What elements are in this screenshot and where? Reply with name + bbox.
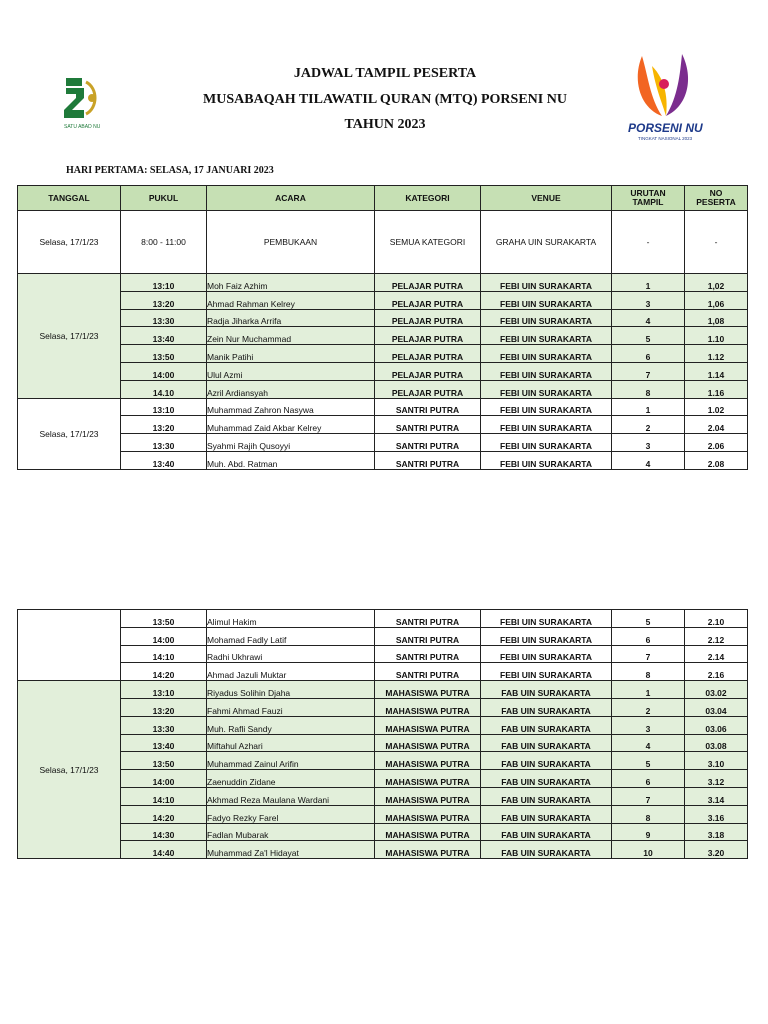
cell-nama: Manik Patihi bbox=[207, 345, 375, 363]
opening-acara: PEMBUKAAN bbox=[207, 211, 375, 274]
opening-kategori: SEMUA KATEGORI bbox=[375, 211, 481, 274]
cell-kategori: SANTRI PUTRA bbox=[375, 398, 481, 416]
cell-urutan: 2 bbox=[612, 416, 685, 434]
cell-kategori: PELAJAR PUTRA bbox=[375, 345, 481, 363]
cell-kategori: PELAJAR PUTRA bbox=[375, 291, 481, 309]
cell-venue: FEBI UIN SURAKARTA bbox=[481, 610, 612, 628]
cell-venue: FEBI UIN SURAKARTA bbox=[481, 345, 612, 363]
cell-venue: FEBI UIN SURAKARTA bbox=[481, 434, 612, 452]
cell-no: 1.02 bbox=[685, 398, 748, 416]
cell-pukul: 14:00 bbox=[121, 627, 207, 645]
cell-venue: FEBI UIN SURAKARTA bbox=[481, 327, 612, 345]
cell-kategori: MAHASISWA PUTRA bbox=[375, 681, 481, 699]
cell-urutan: 6 bbox=[612, 345, 685, 363]
cell-venue: FAB UIN SURAKARTA bbox=[481, 770, 612, 788]
cell-urutan: 6 bbox=[612, 627, 685, 645]
cell-no: 03.04 bbox=[685, 698, 748, 716]
cell-urutan: 9 bbox=[612, 823, 685, 841]
opening-no: - bbox=[685, 211, 748, 274]
cell-venue: FAB UIN SURAKARTA bbox=[481, 805, 612, 823]
opening-row bbox=[18, 211, 748, 274]
cell-urutan: 5 bbox=[612, 752, 685, 770]
cell-no: 3.16 bbox=[685, 805, 748, 823]
hari-heading: HARI PERTAMA: SELASA, 17 JANUARI 2023 bbox=[66, 165, 274, 176]
cell-no: 2.06 bbox=[685, 434, 748, 452]
table-row bbox=[18, 362, 748, 380]
cell-kategori: MAHASISWA PUTRA bbox=[375, 716, 481, 734]
cell-no: 1.16 bbox=[685, 380, 748, 398]
cell-venue: FAB UIN SURAKARTA bbox=[481, 752, 612, 770]
cell-no: 1,06 bbox=[685, 291, 748, 309]
table-header-row bbox=[18, 186, 748, 211]
cell-pukul: 14:40 bbox=[121, 841, 207, 859]
cell-no: 3.20 bbox=[685, 841, 748, 859]
cell-kategori: MAHASISWA PUTRA bbox=[375, 752, 481, 770]
cell-pukul: 13:30 bbox=[121, 309, 207, 327]
cell-urutan: 4 bbox=[612, 734, 685, 752]
cell-urutan: 1 bbox=[612, 681, 685, 699]
cell-pukul: 14:30 bbox=[121, 823, 207, 841]
cell-no: 3.18 bbox=[685, 823, 748, 841]
cell-urutan: 3 bbox=[612, 434, 685, 452]
col-no bbox=[685, 186, 748, 211]
cell-venue: FEBI UIN SURAKARTA bbox=[481, 627, 612, 645]
cell-nama: Azril Ardiansyah bbox=[207, 380, 375, 398]
cell-urutan: 6 bbox=[612, 770, 685, 788]
cell-no: 1.10 bbox=[685, 327, 748, 345]
opening-venue: GRAHA UIN SURAKARTA bbox=[481, 211, 612, 274]
cell-nama: Miftahul Azhari bbox=[207, 734, 375, 752]
table-row bbox=[18, 734, 748, 752]
cell-urutan: 4 bbox=[612, 451, 685, 469]
cell-pukul: 13:10 bbox=[121, 398, 207, 416]
cell-urutan: 4 bbox=[612, 309, 685, 327]
cell-kategori: MAHASISWA PUTRA bbox=[375, 823, 481, 841]
cell-venue: FEBI UIN SURAKARTA bbox=[481, 663, 612, 681]
cell-tanggal: Selasa, 17/1/23 bbox=[18, 681, 121, 859]
porseni-logo-text: PORSENI NU bbox=[628, 121, 703, 135]
cell-nama: Fadyo Rezky Farel bbox=[207, 805, 375, 823]
cell-nama: Muh. Abd. Ratman bbox=[207, 451, 375, 469]
cell-kategori: SANTRI PUTRA bbox=[375, 434, 481, 452]
col-urutan bbox=[612, 186, 685, 211]
porseni-logo-subtext: TINGKAT NASIONAL 2023 bbox=[638, 136, 693, 141]
table-row bbox=[18, 291, 748, 309]
cell-nama: Mohamad Fadly Latif bbox=[207, 627, 375, 645]
cell-no: 3.12 bbox=[685, 770, 748, 788]
col-tanggal: TANGGAL bbox=[18, 186, 121, 211]
table-row bbox=[18, 627, 748, 645]
cell-venue: FAB UIN SURAKARTA bbox=[481, 681, 612, 699]
cell-nama: Muhammad Zainul Arifin bbox=[207, 752, 375, 770]
cell-no: 1,02 bbox=[685, 274, 748, 292]
cell-urutan: 3 bbox=[612, 291, 685, 309]
cell-venue: FAB UIN SURAKARTA bbox=[481, 823, 612, 841]
table-row bbox=[18, 274, 748, 292]
cell-kategori: MAHASISWA PUTRA bbox=[375, 787, 481, 805]
cell-kategori: MAHASISWA PUTRA bbox=[375, 698, 481, 716]
cell-pukul: 13:30 bbox=[121, 434, 207, 452]
cell-tanggal: Selasa, 17/1/23 bbox=[18, 274, 121, 399]
cell-no: 03.08 bbox=[685, 734, 748, 752]
cell-venue: FEBI UIN SURAKARTA bbox=[481, 291, 612, 309]
cell-kategori: MAHASISWA PUTRA bbox=[375, 734, 481, 752]
cell-urutan: 5 bbox=[612, 610, 685, 628]
col-urutan-1: URUTAN bbox=[630, 188, 666, 198]
cell-kategori: SANTRI PUTRA bbox=[375, 663, 481, 681]
cell-nama: Zein Nur Muchammad bbox=[207, 327, 375, 345]
cell-venue: FEBI UIN SURAKARTA bbox=[481, 416, 612, 434]
table-row bbox=[18, 451, 748, 469]
doc-title-1: JADWAL TAMPIL PESERTA bbox=[293, 66, 477, 81]
table-row bbox=[18, 805, 748, 823]
schedule-table-1 bbox=[17, 185, 748, 470]
cell-no: 2.16 bbox=[685, 663, 748, 681]
cell-tanggal bbox=[18, 610, 121, 681]
table-row bbox=[18, 380, 748, 398]
cell-urutan: 8 bbox=[612, 663, 685, 681]
cell-no: 1.12 bbox=[685, 345, 748, 363]
doc-title-3: TAHUN 2023 bbox=[344, 117, 426, 132]
cell-no: 2.12 bbox=[685, 627, 748, 645]
cell-no: 2.08 bbox=[685, 451, 748, 469]
cell-nama: Moh Faiz Azhim bbox=[207, 274, 375, 292]
table-row bbox=[18, 345, 748, 363]
cell-pukul: 14:20 bbox=[121, 663, 207, 681]
cell-urutan: 8 bbox=[612, 805, 685, 823]
cell-kategori: SANTRI PUTRA bbox=[375, 416, 481, 434]
cell-kategori: SANTRI PUTRA bbox=[375, 645, 481, 663]
cell-no: 03.02 bbox=[685, 681, 748, 699]
cell-no: 1,08 bbox=[685, 309, 748, 327]
cell-nama: Riyadus Solihin Djaha bbox=[207, 681, 375, 699]
table-row bbox=[18, 841, 748, 859]
cell-kategori: PELAJAR PUTRA bbox=[375, 309, 481, 327]
cell-no: 03.06 bbox=[685, 716, 748, 734]
cell-nama: Alimul Hakim bbox=[207, 610, 375, 628]
cell-urutan: 10 bbox=[612, 841, 685, 859]
cell-urutan: 3 bbox=[612, 716, 685, 734]
col-pukul: PUKUL bbox=[121, 186, 207, 211]
cell-no: 3.14 bbox=[685, 787, 748, 805]
table-row bbox=[18, 327, 748, 345]
cell-venue: FEBI UIN SURAKARTA bbox=[481, 362, 612, 380]
cell-pukul: 14:10 bbox=[121, 787, 207, 805]
cell-pukul: 13:40 bbox=[121, 451, 207, 469]
cell-pukul: 13:20 bbox=[121, 416, 207, 434]
cell-nama: Akhmad Reza Maulana Wardani bbox=[207, 787, 375, 805]
col-acara: ACARA bbox=[207, 186, 375, 211]
cell-kategori: SANTRI PUTRA bbox=[375, 610, 481, 628]
cell-nama: Fadlan Mubarak bbox=[207, 823, 375, 841]
cell-kategori: SANTRI PUTRA bbox=[375, 627, 481, 645]
cell-no: 3.10 bbox=[685, 752, 748, 770]
cell-urutan: 1 bbox=[612, 274, 685, 292]
table-row bbox=[18, 663, 748, 681]
cell-urutan: 7 bbox=[612, 645, 685, 663]
col-urutan-2: TAMPIL bbox=[632, 197, 664, 207]
cell-no: 2.04 bbox=[685, 416, 748, 434]
table-row bbox=[18, 416, 748, 434]
cell-nama: Muh. Rafli Sandy bbox=[207, 716, 375, 734]
table-row bbox=[18, 681, 748, 699]
cell-kategori: MAHASISWA PUTRA bbox=[375, 841, 481, 859]
table-row bbox=[18, 752, 748, 770]
cell-pukul: 13:30 bbox=[121, 716, 207, 734]
cell-pukul: 13:50 bbox=[121, 610, 207, 628]
schedule-table-2 bbox=[17, 609, 748, 859]
opening-tanggal: Selasa, 17/1/23 bbox=[18, 211, 121, 274]
nu-logo-text: SATU ABAD NU bbox=[64, 124, 101, 130]
cell-urutan: 7 bbox=[612, 787, 685, 805]
col-no-2: PESERTA bbox=[696, 197, 736, 207]
cell-pukul: 13:50 bbox=[121, 345, 207, 363]
cell-nama: Muhammad Za'l Hidayat bbox=[207, 841, 375, 859]
col-no-1: NO bbox=[709, 188, 723, 198]
cell-nama: Syahmi Rajih Qusoyyi bbox=[207, 434, 375, 452]
col-kategori: KATEGORI bbox=[375, 186, 481, 211]
cell-kategori: PELAJAR PUTRA bbox=[375, 274, 481, 292]
cell-pukul: 13:10 bbox=[121, 274, 207, 292]
cell-kategori: PELAJAR PUTRA bbox=[375, 362, 481, 380]
cell-venue: FEBI UIN SURAKARTA bbox=[481, 398, 612, 416]
cell-nama: Ulul Azmi bbox=[207, 362, 375, 380]
col-venue: VENUE bbox=[481, 186, 612, 211]
cell-venue: FEBI UIN SURAKARTA bbox=[481, 451, 612, 469]
table-row bbox=[18, 698, 748, 716]
cell-urutan: 5 bbox=[612, 327, 685, 345]
opening-pukul: 8:00 - 11:00 bbox=[121, 211, 207, 274]
cell-nama: Muhammad Zahron Nasywa bbox=[207, 398, 375, 416]
cell-pukul: 14:00 bbox=[121, 362, 207, 380]
cell-no: 1.14 bbox=[685, 362, 748, 380]
cell-kategori: SANTRI PUTRA bbox=[375, 451, 481, 469]
cell-nama: Ahmad Jazuli Muktar bbox=[207, 663, 375, 681]
cell-pukul: 14:00 bbox=[121, 770, 207, 788]
cell-venue: FEBI UIN SURAKARTA bbox=[481, 274, 612, 292]
cell-kategori: MAHASISWA PUTRA bbox=[375, 805, 481, 823]
cell-nama: Ahmad Rahman Kelrey bbox=[207, 291, 375, 309]
cell-kategori: PELAJAR PUTRA bbox=[375, 380, 481, 398]
cell-venue: FAB UIN SURAKARTA bbox=[481, 734, 612, 752]
table-row bbox=[18, 770, 748, 788]
cell-venue: FEBI UIN SURAKARTA bbox=[481, 645, 612, 663]
cell-pukul: 13:10 bbox=[121, 681, 207, 699]
cell-nama: Fahmi Ahmad Fauzi bbox=[207, 698, 375, 716]
table-row bbox=[18, 434, 748, 452]
porseni-logo-icon bbox=[622, 50, 708, 144]
table-row bbox=[18, 716, 748, 734]
cell-nama: Muhammad Zaid Akbar Kelrey bbox=[207, 416, 375, 434]
cell-urutan: 7 bbox=[612, 362, 685, 380]
cell-nama: Zaenuddin Zidane bbox=[207, 770, 375, 788]
cell-urutan: 1 bbox=[612, 398, 685, 416]
cell-urutan: 8 bbox=[612, 380, 685, 398]
cell-pukul: 14:20 bbox=[121, 805, 207, 823]
cell-kategori: PELAJAR PUTRA bbox=[375, 327, 481, 345]
cell-venue: FAB UIN SURAKARTA bbox=[481, 787, 612, 805]
cell-tanggal: Selasa, 17/1/23 bbox=[18, 398, 121, 469]
cell-pukul: 13:40 bbox=[121, 734, 207, 752]
cell-venue: FEBI UIN SURAKARTA bbox=[481, 380, 612, 398]
cell-venue: FAB UIN SURAKARTA bbox=[481, 716, 612, 734]
cell-pukul: 13:20 bbox=[121, 291, 207, 309]
nu-logo-icon bbox=[58, 74, 108, 136]
opening-urutan: - bbox=[612, 211, 685, 274]
cell-kategori: MAHASISWA PUTRA bbox=[375, 770, 481, 788]
cell-pukul: 14:10 bbox=[121, 645, 207, 663]
cell-pukul: 13:20 bbox=[121, 698, 207, 716]
cell-no: 2.14 bbox=[685, 645, 748, 663]
cell-nama: Radja Jiharka Arrifa bbox=[207, 309, 375, 327]
cell-venue: FAB UIN SURAKARTA bbox=[481, 698, 612, 716]
cell-pukul: 13:50 bbox=[121, 752, 207, 770]
cell-no: 2.10 bbox=[685, 610, 748, 628]
cell-pukul: 14.10 bbox=[121, 380, 207, 398]
table-row bbox=[18, 398, 748, 416]
cell-venue: FAB UIN SURAKARTA bbox=[481, 841, 612, 859]
cell-nama: Radhi Ukhrawi bbox=[207, 645, 375, 663]
doc-title-2: MUSABAQAH TILAWATIL QURAN (MTQ) PORSENI NU bbox=[203, 92, 567, 107]
table-row bbox=[18, 309, 748, 327]
cell-venue: FEBI UIN SURAKARTA bbox=[481, 309, 612, 327]
cell-urutan: 2 bbox=[612, 698, 685, 716]
table-row bbox=[18, 645, 748, 663]
table-row bbox=[18, 610, 748, 628]
table-row bbox=[18, 823, 748, 841]
table-row bbox=[18, 787, 748, 805]
cell-pukul: 13:40 bbox=[121, 327, 207, 345]
